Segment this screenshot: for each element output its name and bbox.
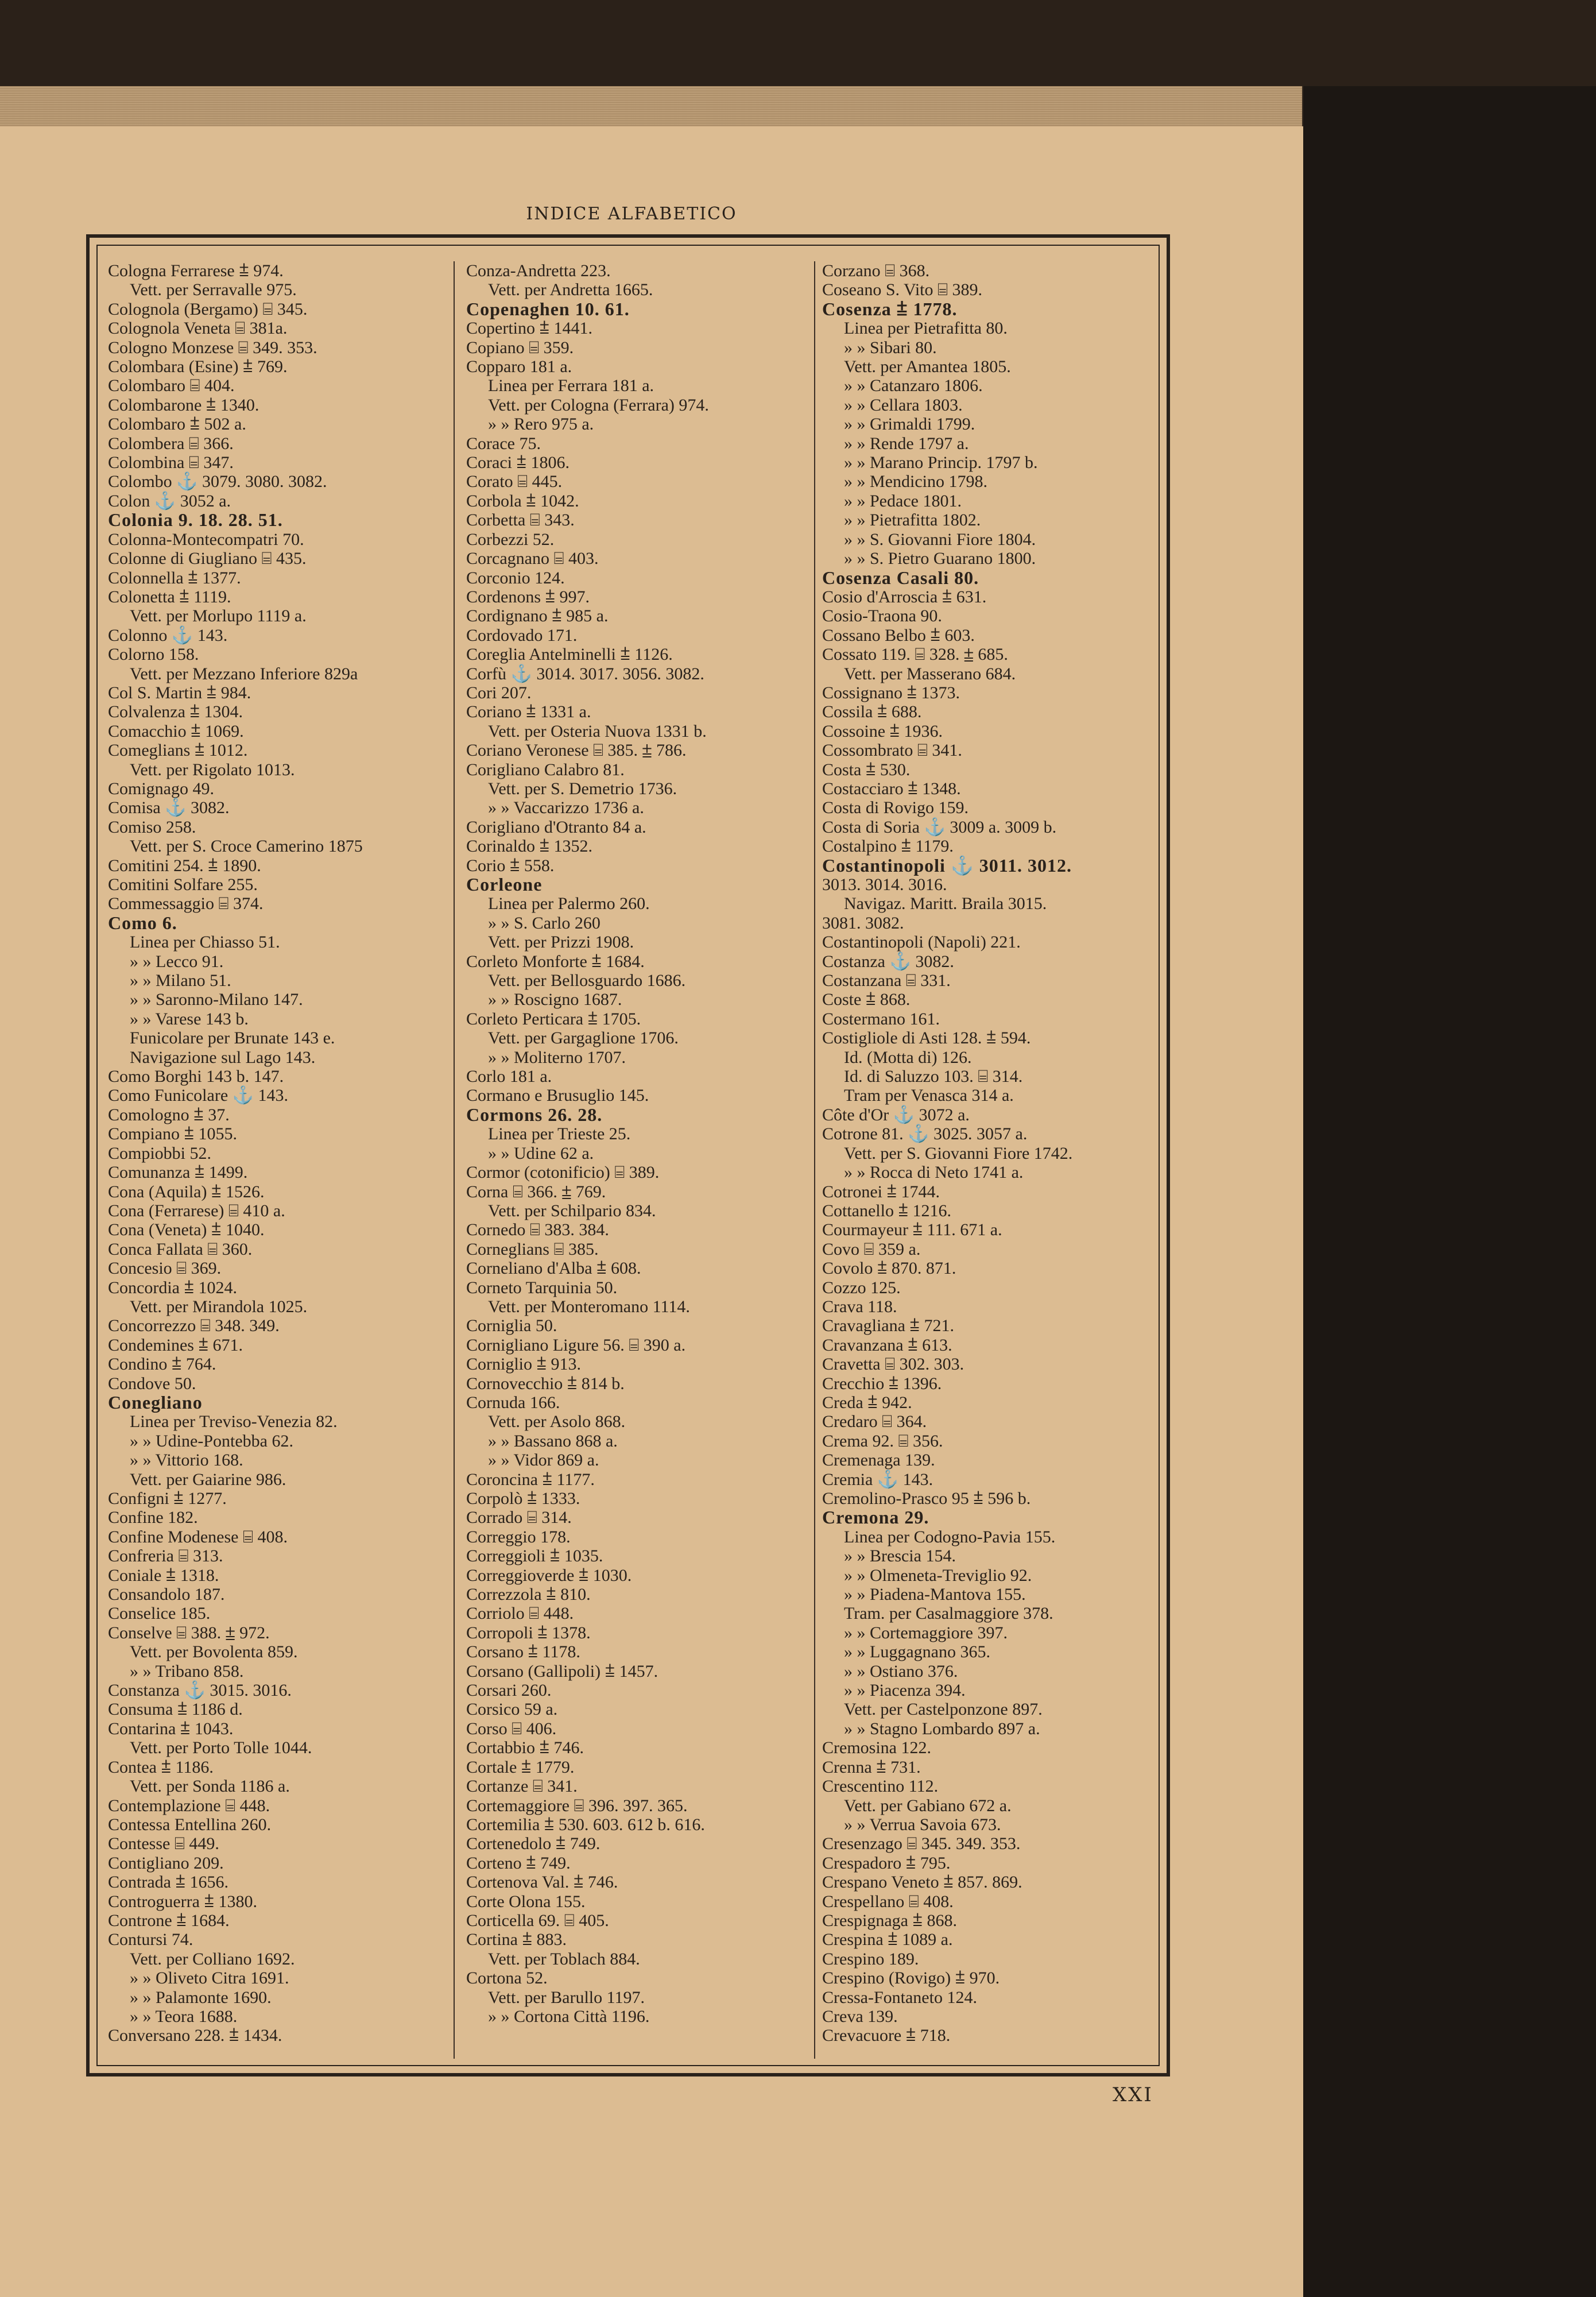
- index-entry: Vett. per Mirandola 1025.: [130, 1297, 308, 1316]
- index-entry: Navigazione sul Lago 143.: [130, 1047, 316, 1067]
- index-entry: Corsano ⩲ 1178.: [466, 1642, 580, 1662]
- index-entry: Cologna Ferrarese ⩲ 974.: [108, 261, 284, 280]
- index-entry: Corlo 181 a.: [466, 1067, 552, 1086]
- index-entry: Corropoli ⩲ 1378.: [466, 1623, 591, 1642]
- index-entry: Colonne di Giugliano ⌸ 435.: [108, 549, 307, 569]
- index-entry: Cologno Monzese ⌸ 349. 353.: [108, 338, 317, 357]
- index-entry: Colombaro ⩲ 502 a.: [108, 415, 246, 434]
- index-entry: Conegliano: [108, 1391, 203, 1413]
- index-entry: Crenna ⩲ 731.: [822, 1757, 921, 1777]
- index-entry: Cosio-Traona 90.: [822, 606, 942, 626]
- index-entry: » » Varese 143 b.: [130, 1009, 249, 1028]
- index-entry: Corigliano Calabro 81.: [466, 760, 625, 779]
- index-entry: Vett. per Asolo 868.: [488, 1412, 626, 1432]
- index-entry: Comignago 49.: [108, 779, 214, 798]
- index-entry: Corneto Tarquinia 50.: [466, 1278, 618, 1297]
- index-entry: » » Piacenza 394.: [844, 1681, 966, 1700]
- index-entry: Linea per Pietrafitta 80.: [844, 319, 1008, 338]
- index-entry: » » Cellara 1803.: [844, 395, 963, 415]
- index-entry: Comisa ⚓ 3082.: [108, 798, 230, 818]
- index-entry: Corbetta ⌸ 343.: [466, 511, 575, 530]
- index-entry: Id. (Motta di) 126.: [844, 1047, 972, 1067]
- index-entry: Corleto Perticara ⩲ 1705.: [466, 1009, 641, 1028]
- index-entry: Cortina ⩲ 883.: [466, 1930, 567, 1950]
- index-entry: Confine 182.: [108, 1508, 198, 1528]
- index-entry: Crespadoro ⩲ 795.: [822, 1853, 951, 1873]
- index-entry: Consandolo 187.: [108, 1585, 225, 1604]
- index-entry: Cornedo ⌸ 383. 384.: [466, 1220, 609, 1240]
- index-entry: Cona (Aquila) ⩲ 1526.: [108, 1182, 265, 1201]
- index-entry: » » Rocca di Neto 1741 a.: [844, 1163, 1024, 1182]
- index-entry: Concesio ⌸ 369.: [108, 1259, 222, 1278]
- index-entry: Consuma ⩲ 1186 d.: [108, 1700, 243, 1719]
- index-entry: Crespino (Rovigo) ⩲ 970.: [822, 1969, 1000, 1988]
- index-entry: Corleone: [466, 874, 543, 895]
- index-column-1: [108, 261, 441, 2045]
- index-entry: Vett. per Cologna (Ferrara) 974.: [488, 395, 709, 415]
- index-entry: Côte d'Or ⚓ 3072 a.: [822, 1105, 970, 1124]
- index-entry: Costa di Rovigo 159.: [822, 798, 969, 818]
- index-entry: Colognola (Bergamo) ⌸ 345.: [108, 299, 308, 319]
- index-entry: Conselice 185.: [108, 1604, 211, 1623]
- index-entry: » » Palamonte 1690.: [130, 1987, 272, 2007]
- index-entry: Vett. per Mezzano Inferiore 829a: [130, 664, 358, 683]
- index-entry: Contrada ⩲ 1656.: [108, 1873, 228, 1892]
- index-entry: » » Rende 1797 a.: [844, 434, 969, 453]
- index-entry: Colombina ⌸ 347.: [108, 453, 234, 473]
- index-entry: Cotronei ⩲ 1744.: [822, 1182, 940, 1201]
- index-entry: Crespano Veneto ⩲ 857. 869.: [822, 1873, 1022, 1892]
- index-entry: Colonna-Montecompatri 70.: [108, 529, 304, 549]
- index-entry: Colonno ⚓ 143.: [108, 625, 228, 645]
- index-entry: Crescentino 112.: [822, 1777, 939, 1796]
- index-entry: » » Verrua Savoia 673.: [844, 1815, 1001, 1834]
- index-entry: » » Lecco 91.: [130, 952, 224, 971]
- index-entry: Vett. per Gabiano 672 a.: [844, 1796, 1012, 1815]
- index-entry: Costantinopoli ⚓ 3011. 3012.: [822, 854, 1072, 876]
- index-entry: Condemines ⩲ 671.: [108, 1335, 243, 1355]
- index-entry: Cremia ⚓ 143.: [822, 1470, 933, 1489]
- index-entry: » » Brescia 154.: [844, 1546, 956, 1566]
- index-entry: Cortemaggiore ⌸ 396. 397. 365.: [466, 1796, 688, 1815]
- index-entry: Cortanze ⌸ 341.: [466, 1777, 578, 1796]
- index-entry: » » Piadena-Mantova 155.: [844, 1585, 1026, 1604]
- index-entry: Col S. Martin ⩲ 984.: [108, 683, 251, 702]
- index-entry: Vett. per Barullo 1197.: [488, 1987, 645, 2007]
- index-entry: Copenaghen 10. 61.: [466, 298, 630, 319]
- index-entry: Coraci ⩲ 1806.: [466, 453, 570, 473]
- index-entry: Cossila ⩲ 688.: [822, 702, 922, 722]
- index-entry: Courmayeur ⩲ 111. 671 a.: [822, 1220, 1002, 1240]
- index-entry: » » Marano Princip. 1797 b.: [844, 453, 1038, 473]
- index-entry: » » Oliveto Citra 1691.: [130, 1969, 289, 1988]
- index-entry: Credaro ⌸ 364.: [822, 1412, 927, 1432]
- index-entry: Cortenedolo ⩲ 749.: [466, 1834, 601, 1854]
- index-entry: Cormano e Brusuglio 145.: [466, 1086, 649, 1105]
- index-column-3: [822, 261, 1167, 2045]
- index-entry: Cormor (cotonificio) ⌸ 389.: [466, 1163, 660, 1182]
- index-entry: » » Tribano 858.: [130, 1661, 244, 1681]
- index-entry: Corsico 59 a.: [466, 1700, 558, 1719]
- index-entry: Corteno ⩲ 749.: [466, 1853, 571, 1873]
- index-entry: Covo ⌸ 359 a.: [822, 1239, 921, 1259]
- column-rule-1: [454, 261, 455, 2059]
- index-entry: Constanza ⚓ 3015. 3016.: [108, 1681, 292, 1700]
- index-entry: 3081. 3082.: [822, 913, 904, 933]
- index-entry: » » Vittorio 168.: [130, 1451, 243, 1470]
- index-entry: Corticella 69. ⌸ 405.: [466, 1911, 609, 1930]
- index-entry: Cortenova Val. ⩲ 746.: [466, 1873, 618, 1892]
- index-entry: Commessaggio ⌸ 374.: [108, 894, 264, 914]
- index-entry: Conselve ⌸ 388. ⩲ 972.: [108, 1623, 270, 1642]
- index-entry: Costigliole di Asti 128. ⩲ 594.: [822, 1028, 1031, 1048]
- index-entry: Coniale ⩲ 1318.: [108, 1565, 219, 1585]
- index-entry: Como Funicolare ⚓ 143.: [108, 1086, 288, 1105]
- index-entry: » » Roscigno 1687.: [488, 990, 622, 1010]
- background-right: [1303, 86, 1596, 2297]
- index-entry: Copertino ⩲ 1441.: [466, 319, 593, 338]
- index-entry: Cortale ⩲ 1779.: [466, 1757, 575, 1777]
- index-entry: Controguerra ⩲ 1380.: [108, 1892, 257, 1911]
- index-entry: Corzano ⌸ 368.: [822, 261, 930, 280]
- index-entry: Crecchio ⩲ 1396.: [822, 1374, 942, 1393]
- index-entry: Coste ⩲ 868.: [822, 990, 911, 1010]
- index-entry: Cosio d'Arroscia ⩲ 631.: [822, 587, 987, 606]
- index-entry: Contea ⩲ 1186.: [108, 1757, 214, 1777]
- index-entry: Linea per Ferrara 181 a.: [488, 376, 654, 396]
- index-entry: » » Ostiano 376.: [844, 1661, 958, 1681]
- book-spine-shadow: [0, 0, 1596, 86]
- index-entry: Cravanzana ⩲ 613.: [822, 1335, 952, 1355]
- index-entry: Coseano S. Vito ⌸ 389.: [822, 280, 982, 300]
- index-entry: Crespina ⩲ 1089 a.: [822, 1930, 953, 1950]
- index-entry: Colonetta ⩲ 1119.: [108, 587, 231, 606]
- index-entry: Cosenza ⩲ 1778.: [822, 298, 958, 319]
- index-entry: Correzzola ⩲ 810.: [466, 1585, 591, 1604]
- index-entry: » » Vaccarizzo 1736 a.: [488, 798, 644, 818]
- index-entry: Cossano Belbo ⩲ 603.: [822, 625, 975, 645]
- index-entry: Vett. per S. Giovanni Fiore 1742.: [844, 1143, 1073, 1163]
- index-entry: Vett. per Schilpario 834.: [488, 1201, 656, 1220]
- index-entry: » » Pietrafitta 1802.: [844, 511, 981, 530]
- index-entry: Cresenzago ⌸ 345. 349. 353.: [822, 1834, 1021, 1854]
- index-entry: Como 6.: [108, 912, 177, 933]
- index-entry: Funicolare per Brunate 143 e.: [130, 1028, 335, 1048]
- index-entry: » » Mendicino 1798.: [844, 472, 987, 492]
- column-rule-2: [814, 261, 815, 2059]
- index-entry: Vett. per S. Demetrio 1736.: [488, 779, 677, 798]
- index-entry: » » Catanzaro 1806.: [844, 376, 983, 396]
- index-entry: » » S. Carlo 260: [488, 913, 601, 933]
- index-entry: Cona (Veneta) ⩲ 1040.: [108, 1220, 265, 1240]
- index-entry: Corconio 124.: [466, 568, 565, 587]
- index-entry: Comitini 254. ⩲ 1890.: [108, 856, 261, 875]
- index-entry: Controne ⩲ 1684.: [108, 1911, 230, 1930]
- index-entry: Comeglians ⩲ 1012.: [108, 741, 248, 760]
- index-entry: Corigliano d'Otranto 84 a.: [466, 817, 646, 837]
- index-entry: Cona (Ferrarese) ⌸ 410 a.: [108, 1201, 285, 1220]
- index-entry: » » Cortona Città 1196.: [488, 2006, 650, 2026]
- index-entry: Creda ⩲ 942.: [822, 1393, 912, 1412]
- index-entry: Cosenza Casali 80.: [822, 567, 979, 588]
- index-entry: Cori 207.: [466, 683, 532, 702]
- index-entry: Vett. per Bellosguardo 1686.: [488, 971, 686, 991]
- index-entry: Colonia 9. 18. 28. 51.: [108, 509, 283, 531]
- index-entry: Corriolo ⌸ 448.: [466, 1604, 574, 1623]
- index-entry: Contessa Entellina 260.: [108, 1815, 272, 1834]
- index-entry: Linea per Codogno-Pavia 155.: [844, 1527, 1056, 1546]
- index-entry: Coriano ⩲ 1331 a.: [466, 702, 591, 722]
- index-entry: Tram. per Casalmaggiore 378.: [844, 1604, 1053, 1623]
- index-entry: Vett. per Morlupo 1119 a.: [130, 606, 307, 626]
- index-entry: Cossombrato ⌸ 341.: [822, 741, 962, 760]
- index-entry: Vett. per Bovolenta 859.: [130, 1642, 298, 1662]
- index-entry: Linea per Palermo 260.: [488, 894, 650, 914]
- index-entry: » » Pedace 1801.: [844, 491, 962, 511]
- index-entry: » » Udine-Pontebba 62.: [130, 1431, 293, 1451]
- index-entry: Conca Fallata ⌸ 360.: [108, 1239, 253, 1259]
- index-entry: Colognola Veneta ⌸ 381a.: [108, 319, 288, 338]
- index-entry: Colorno 158.: [108, 645, 199, 664]
- index-entry: Cotrone 81. ⚓ 3025. 3057 a.: [822, 1124, 1028, 1144]
- index-entry: Compiobbi 52.: [108, 1143, 212, 1163]
- index-entry: Id. di Saluzzo 103. ⌸ 314.: [844, 1067, 1023, 1086]
- index-entry: Linea per Chiasso 51.: [130, 933, 280, 952]
- index-entry: » » Olmeneta-Treviglio 92.: [844, 1565, 1032, 1585]
- index-entry: Confreria ⌸ 313.: [108, 1546, 223, 1566]
- index-entry: Copiano ⌸ 359.: [466, 338, 574, 357]
- index-entry: Colon ⚓ 3052 a.: [108, 491, 231, 511]
- index-entry: Vett. per Gaiarine 986.: [130, 1470, 286, 1489]
- index-entry: Corna ⌸ 366. ⩲ 769.: [466, 1182, 606, 1201]
- index-entry: Coroncina ⩲ 1177.: [466, 1470, 595, 1489]
- index-entry: Colonnella ⩲ 1377.: [108, 568, 241, 587]
- index-entry: Corniglio ⩲ 913.: [466, 1355, 582, 1374]
- index-entry: Corato ⌸ 445.: [466, 472, 563, 492]
- index-entry: Costantinopoli (Napoli) 221.: [822, 933, 1021, 952]
- index-entry: Correggioverde ⩲ 1030.: [466, 1565, 632, 1585]
- index-entry: Cossoine ⩲ 1936.: [822, 721, 943, 741]
- index-entry: Corpolò ⩲ 1333.: [466, 1489, 580, 1508]
- index-entry: Cossato 119. ⌸ 328. ⩲ 685.: [822, 645, 1008, 664]
- page-number: XXI: [1113, 2083, 1153, 2106]
- index-entry: Corneglians ⌸ 385.: [466, 1239, 599, 1259]
- index-entry: Conversano 228. ⩲ 1434.: [108, 2026, 282, 2045]
- index-entry: » » Rero 975 a.: [488, 415, 594, 434]
- index-entry: Comiso 258.: [108, 817, 196, 837]
- index-entry: Colombo ⚓ 3079. 3080. 3082.: [108, 472, 327, 492]
- index-entry: Contesse ⌸ 449.: [108, 1834, 219, 1854]
- index-entry: » » Stagno Lombardo 897 a.: [844, 1719, 1040, 1738]
- index-entry: Colvalenza ⩲ 1304.: [108, 702, 243, 722]
- index-entry: Cremenaga 139.: [822, 1451, 935, 1470]
- index-column-2: [466, 261, 805, 2026]
- index-entry: Colombarone ⩲ 1340.: [108, 395, 259, 415]
- index-entry: Condino ⩲ 764.: [108, 1355, 216, 1374]
- index-entry: Corsari 260.: [466, 1681, 552, 1700]
- index-entry: Copparo 181 a.: [466, 357, 572, 377]
- index-entry: Contursi 74.: [108, 1930, 193, 1950]
- index-entry: Contarina ⩲ 1043.: [108, 1719, 234, 1738]
- index-entry: Coriano Veronese ⌸ 385. ⩲ 786.: [466, 741, 687, 760]
- index-entry: Vett. per Masserano 684.: [844, 664, 1016, 683]
- index-entry: Cortabbio ⩲ 746.: [466, 1738, 584, 1758]
- index-entry: » » Moliterno 1707.: [488, 1047, 626, 1067]
- index-entry: Costanza ⚓ 3082.: [822, 952, 954, 971]
- index-entry: Cortemilia ⩲ 530. 603. 612 b. 616.: [466, 1815, 705, 1834]
- index-entry: Cremona 29.: [822, 1507, 929, 1528]
- index-entry: Correggio 178.: [466, 1527, 571, 1546]
- index-entry: Como Borghi 143 b. 147.: [108, 1067, 284, 1086]
- index-entry: Comunanza ⩲ 1499.: [108, 1163, 248, 1182]
- index-entry: Cremosina 122.: [822, 1738, 931, 1758]
- index-entry: Costa di Soria ⚓ 3009 a. 3009 b.: [822, 817, 1057, 837]
- index-entry: Corrado ⌸ 314.: [466, 1508, 572, 1528]
- index-entry: Vett. per Toblach 884.: [488, 1949, 640, 1969]
- index-entry: Crespellano ⌸ 408.: [822, 1892, 954, 1911]
- index-entry: » » Cortemaggiore 397.: [844, 1623, 1008, 1642]
- index-entry: Corte Olona 155.: [466, 1892, 586, 1911]
- index-entry: Condove 50.: [108, 1374, 196, 1393]
- index-entry: » » Luggagnano 365.: [844, 1642, 990, 1662]
- index-entry: Crema 92. ⌸ 356.: [822, 1431, 943, 1451]
- index-entry: Vett. per Prizzi 1908.: [488, 933, 634, 952]
- index-entry: Concorrezzo ⌸ 348. 349.: [108, 1316, 280, 1336]
- index-entry: Costa ⩲ 530.: [822, 760, 911, 779]
- index-entry: Cornuda 166.: [466, 1393, 560, 1412]
- index-entry: Vett. per Sonda 1186 a.: [130, 1777, 290, 1796]
- index-entry: Vett. per Andretta 1665.: [488, 280, 653, 300]
- index-entry: Crespino 189.: [822, 1949, 919, 1969]
- index-entry: Cordovado 171.: [466, 625, 578, 645]
- index-entry: Navigaz. Maritt. Braila 3015.: [844, 894, 1047, 914]
- index-entry: Costacciaro ⩲ 1348.: [822, 779, 961, 798]
- index-entry: Corso ⌸ 406.: [466, 1719, 557, 1738]
- index-entry: Corinaldo ⩲ 1352.: [466, 837, 593, 856]
- index-entry: » » S. Pietro Guarano 1800.: [844, 549, 1036, 569]
- index-entry: Corneliano d'Alba ⩲ 608.: [466, 1259, 641, 1278]
- index-entry: 3013. 3014. 3016.: [822, 875, 947, 894]
- index-entry: Covolo ⩲ 870. 871.: [822, 1259, 956, 1278]
- index-entry: » » Bassano 868 a.: [488, 1431, 618, 1451]
- index-entry: Corio ⩲ 558.: [466, 856, 555, 875]
- index-entry: Corbezzi 52.: [466, 529, 555, 549]
- index-entry: Concordia ⩲ 1024.: [108, 1278, 237, 1297]
- index-entry: Cressa-Fontaneto 124.: [822, 1987, 977, 2007]
- index-entry: Cornigliano Ligure 56. ⌸ 390 a.: [466, 1335, 686, 1355]
- index-entry: Vett. per Rigolato 1013.: [130, 760, 295, 779]
- index-entry: Crespignaga ⩲ 868.: [822, 1911, 957, 1930]
- index-entry: Linea per Treviso-Venezia 82.: [130, 1412, 338, 1432]
- index-entry: Cordignano ⩲ 985 a.: [466, 606, 609, 626]
- index-entry: Configni ⩲ 1277.: [108, 1489, 227, 1508]
- index-entry: Vett. per Osteria Nuova 1331 b.: [488, 721, 707, 741]
- index-entry: » » Sibari 80.: [844, 338, 937, 357]
- index-entry: Cravagliana ⩲ 721.: [822, 1316, 954, 1336]
- index-entry: Conza-Andretta 223.: [466, 261, 611, 280]
- index-entry: Cravetta ⌸ 302. 303.: [822, 1355, 964, 1374]
- index-entry: Vett. per Gargaglione 1706.: [488, 1028, 679, 1048]
- index-entry: Corleto Monforte ⩲ 1684.: [466, 952, 645, 971]
- index-entry: Creva 139.: [822, 2006, 898, 2026]
- index-entry: Corniglia 50.: [466, 1316, 557, 1336]
- index-entry: Coreglia Antelminelli ⩲ 1126.: [466, 645, 673, 664]
- index-entry: Vett. per Castelponzone 897.: [844, 1700, 1043, 1719]
- index-entry: Corsano (Gallipoli) ⩲ 1457.: [466, 1661, 658, 1681]
- running-head: INDICE ALFABETICO: [526, 204, 737, 224]
- index-entry: Vett. per Serravalle 975.: [130, 280, 297, 300]
- index-entry: Linea per Trieste 25.: [488, 1124, 631, 1144]
- index-entry: Costanzana ⌸ 331.: [822, 971, 951, 991]
- index-entry: » » Saronno-Milano 147.: [130, 990, 303, 1010]
- index-entry: Costermano 161.: [822, 1009, 940, 1028]
- index-entry: Comacchio ⩲ 1069.: [108, 721, 244, 741]
- index-entry: Vett. per Porto Tolle 1044.: [130, 1738, 312, 1758]
- index-entry: Corcagnano ⌸ 403.: [466, 549, 599, 569]
- index-entry: » » Vidor 869 a.: [488, 1451, 599, 1470]
- index-entry: Confine Modenese ⌸ 408.: [108, 1527, 288, 1546]
- index-entry: Cormons 26. 28.: [466, 1104, 603, 1125]
- index-entry: Costalpino ⩲ 1179.: [822, 837, 954, 856]
- index-entry: Cottanello ⩲ 1216.: [822, 1201, 952, 1220]
- index-entry: Colombaro ⌸ 404.: [108, 376, 235, 396]
- index-entry: Cremolino-Prasco 95 ⩲ 596 b.: [822, 1489, 1031, 1508]
- index-entry: » » Grimaldi 1799.: [844, 415, 975, 434]
- index-entry: Comitini Solfare 255.: [108, 875, 258, 894]
- index-entry: Vett. per Amantea 1805.: [844, 357, 1011, 377]
- index-entry: Cordenons ⩲ 997.: [466, 587, 590, 606]
- index-entry: Comologno ⩲ 37.: [108, 1105, 230, 1124]
- index-entry: Corbola ⩲ 1042.: [466, 491, 579, 511]
- index-entry: Cortona 52.: [466, 1969, 548, 1988]
- index-entry: Tram per Venasca 314 a.: [844, 1086, 1014, 1105]
- index-entry: Vett. per S. Croce Camerino 1875: [130, 837, 363, 856]
- index-entry: » » Udine 62 a.: [488, 1143, 594, 1163]
- index-entry: Contigliano 209.: [108, 1853, 224, 1873]
- index-entry: Crevacuore ⩲ 718.: [822, 2026, 951, 2045]
- index-entry: Corace 75.: [466, 434, 541, 453]
- index-entry: Correggioli ⩲ 1035.: [466, 1546, 603, 1566]
- index-entry: Vett. per Monteromano 1114.: [488, 1297, 690, 1316]
- index-entry: Colombara (Esine) ⩲ 769.: [108, 357, 288, 377]
- index-entry: Cossignano ⩲ 1373.: [822, 683, 960, 702]
- index-entry: » » S. Giovanni Fiore 1804.: [844, 529, 1036, 549]
- index-entry: Colombera ⌸ 366.: [108, 434, 234, 453]
- index-entry: » » Milano 51.: [130, 971, 231, 991]
- index-entry: Contemplazione ⌸ 448.: [108, 1796, 270, 1815]
- index-entry: Cozzo 125.: [822, 1278, 901, 1297]
- index-entry: Vett. per Colliano 1692.: [130, 1949, 295, 1969]
- index-entry: Corfù ⚓ 3014. 3017. 3056. 3082.: [466, 664, 704, 683]
- index-entry: Cornovecchio ⩲ 814 b.: [466, 1374, 625, 1393]
- index-entry: » » Teora 1688.: [130, 2006, 238, 2026]
- index-entry: Crava 118.: [822, 1297, 897, 1316]
- index-entry: Compiano ⩲ 1055.: [108, 1124, 238, 1144]
